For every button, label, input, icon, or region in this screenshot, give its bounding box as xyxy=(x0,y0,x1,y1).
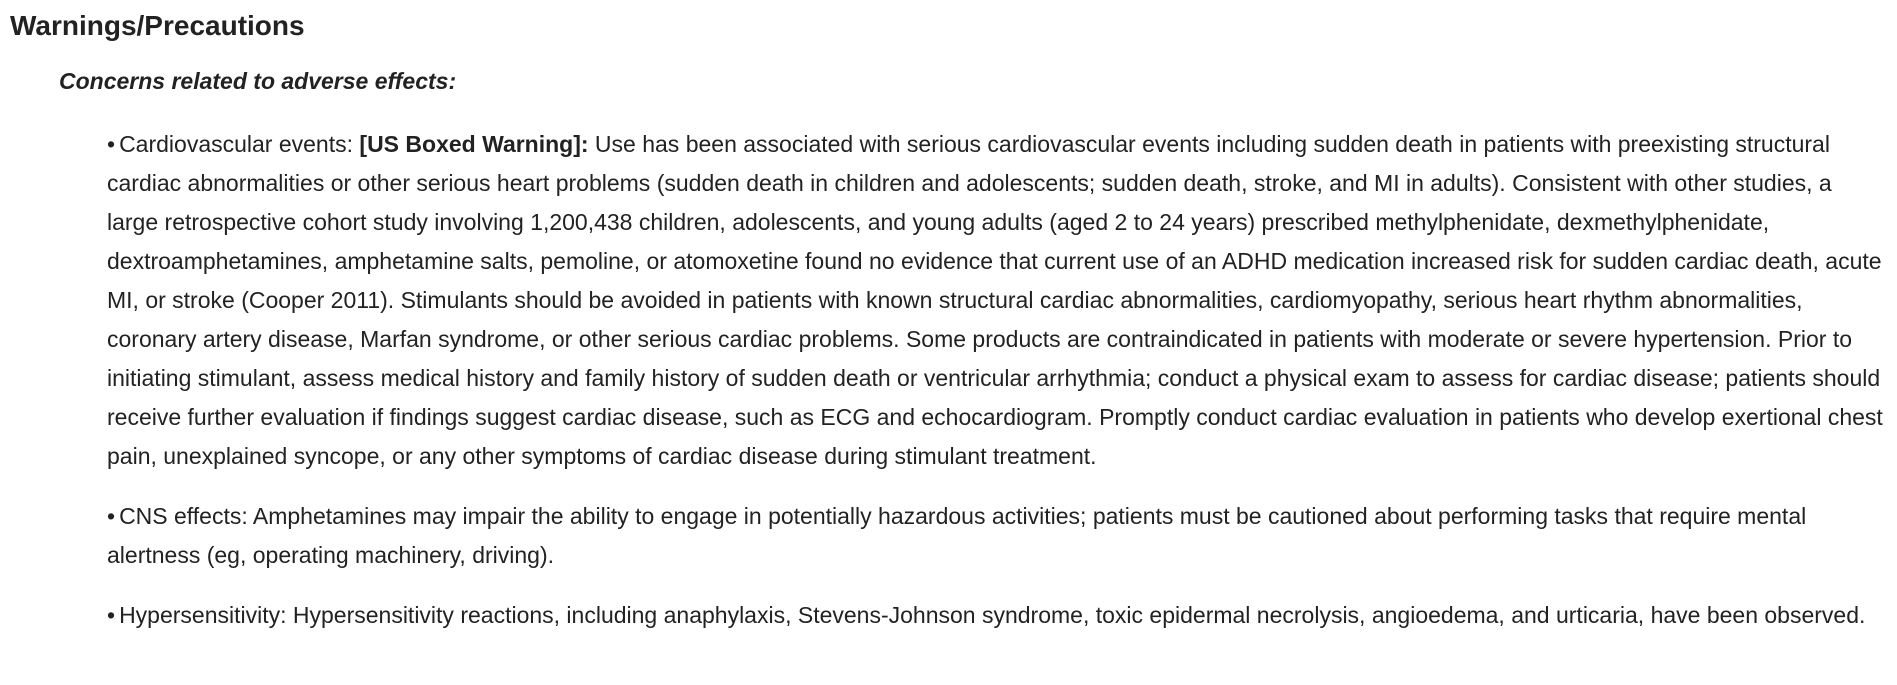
bullet-icon: • xyxy=(107,131,116,157)
precautions-list xyxy=(107,125,1889,635)
list-item-cns-effects xyxy=(107,497,1889,575)
item-label: Hypersensitivity: xyxy=(119,602,293,628)
adverse-effects-subheading: Concerns related to adverse effects: xyxy=(59,68,457,94)
item-text: Use has been associated with serious cardiovascular events including sudden death in patients with preexisting structural cardiac abnormalities or other serious heart problems (sudden death in children and adolescents; sudden death, stroke, and MI in adults). Consistent with other studies, a large retrospective cohort study involving 1,200,438 children, adolescents, and young adults (aged 2 to 24 years) prescribed methylphenidate, dexmethylphenidate, dextroamphetamines, amphetamine salts, pemoline, or atomoxetine found no evidence that current use of an ADHD medication increased risk for sudden cardiac death, acute MI, or stroke (Cooper 2011). Stimulants should be avoided in patients with known structural cardiac abnormalities, cardiomyopathy, serious heart rhythm abnormalities, coronary artery disease, Marfan syndrome, or other serious cardiac problems. Some products are contraindicated in patients with moderate or severe hypertension. Prior to initiating stimulant, assess medical history and family history of sudden death or ventricular arrhythmia; conduct a physical exam to assess for cardiac disease; patients should receive further evaluation if findings suggest cardiac disease, such as ECG and echocardiogram. Promptly conduct cardiac evaluation in patients who develop exertional chest pain, unexplained syncope, or any other symptoms of cardiac disease during stimulant treatment. xyxy=(107,131,1883,469)
list-item-cardiovascular-events xyxy=(107,125,1889,476)
item-label: CNS effects: xyxy=(119,503,253,529)
item-text: Hypersensitivity reactions, including anaphylaxis, Stevens-Johnson syndrome, toxic epidermal necrolysis, angioedema, and urticaria, have been observed. xyxy=(292,602,1866,628)
item-label: Cardiovascular events: xyxy=(119,131,360,157)
section-title: Warnings/Precautions xyxy=(10,10,305,41)
list-item-hypersensitivity xyxy=(107,596,1889,635)
bullet-icon: • xyxy=(107,503,116,529)
boxed-warning-label: [US Boxed Warning]: xyxy=(359,131,589,157)
item-text: Amphetamines may impair the ability to engage in potentially hazardous activities; patients must be cautioned about performing tasks that require mental alertness (eg, operating machinery, driving). xyxy=(107,503,1807,568)
bullet-icon: • xyxy=(107,602,116,628)
